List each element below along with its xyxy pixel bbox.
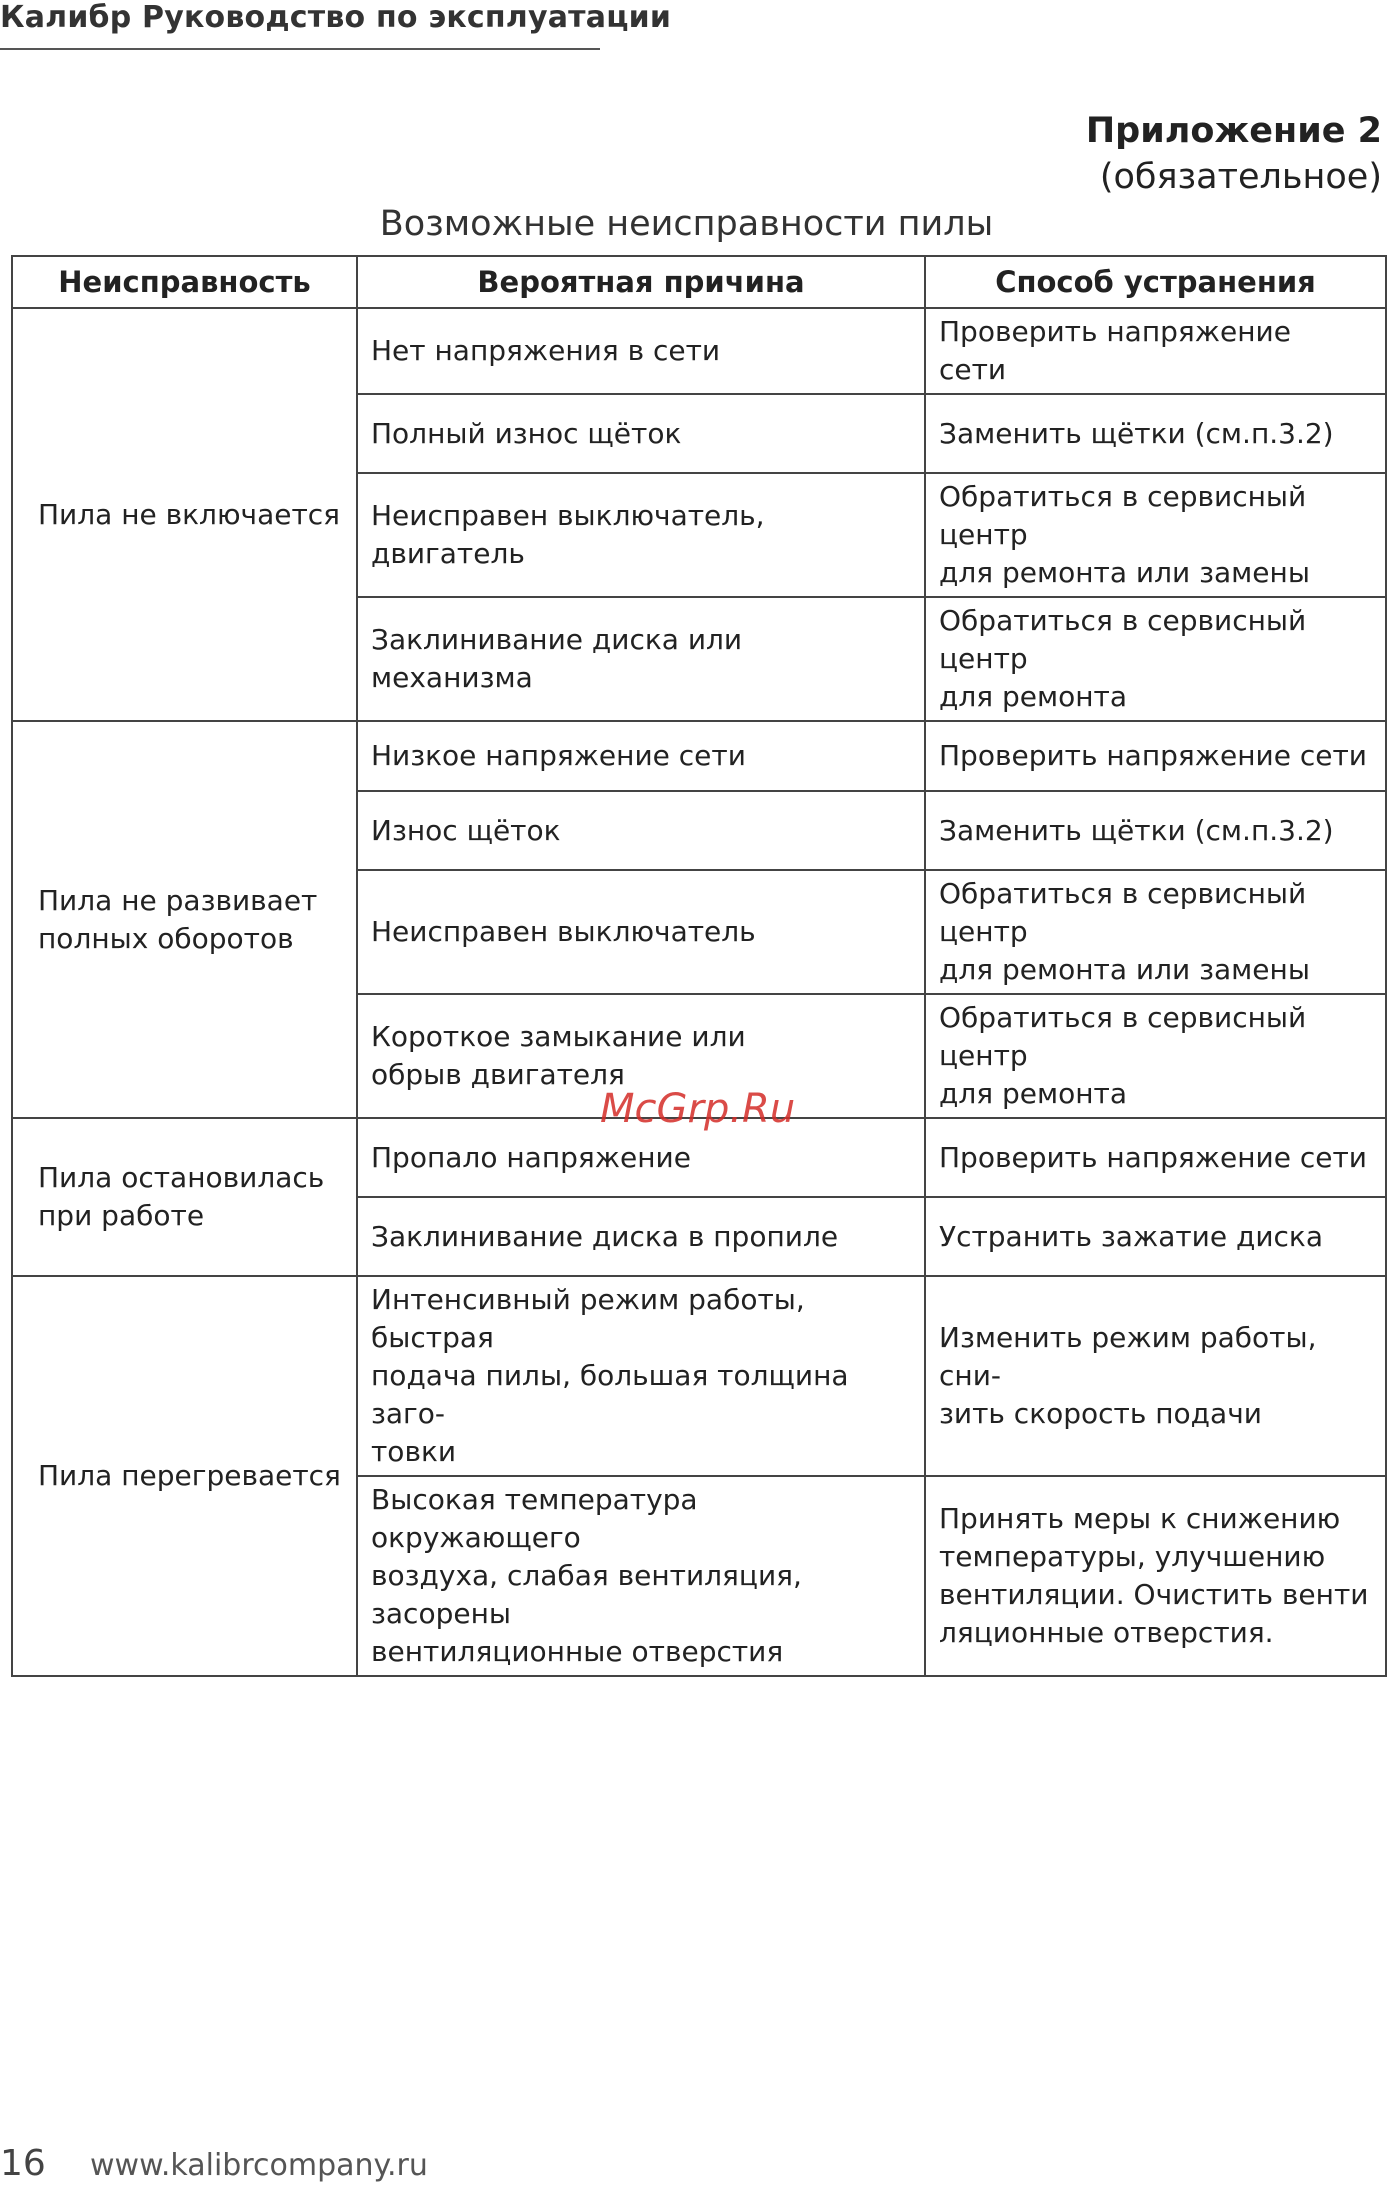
footer-url: www.kalibrcompany.ru	[90, 2148, 428, 2183]
appendix-number: Приложение 2	[1085, 111, 1382, 151]
remedy-cell: Принять меры к снижению температуры, улучшению вентиляции. Очистить венти ляционные отверстия.	[925, 1476, 1386, 1676]
fault-cell: Пила остановилась при работе	[12, 1118, 357, 1276]
page-footer	[0, 2143, 428, 2184]
table-title-wrap	[0, 204, 1395, 244]
watermark: McGrp.Ru	[600, 1086, 796, 1132]
cause-cell: Низкое напряжение сети	[357, 721, 925, 791]
cause-cell: Высокая температура окружающего воздуха, слабая вентиляция, засорены вентиляционные отверстия	[357, 1476, 925, 1676]
document-header-title: Калибр Руководство по эксплуатации	[0, 0, 672, 35]
fault-cell: Пила перегревается	[12, 1276, 357, 1676]
faults-table	[11, 255, 1387, 1677]
cause-cell: Износ щёток	[357, 791, 925, 870]
remedy-cell: Изменить режим работы, сни- зить скорость подачи	[925, 1276, 1386, 1476]
fault-cell: Пила не развивает полных оборотов	[12, 721, 357, 1118]
remedy-cell: Заменить щётки (см.п.3.2)	[925, 791, 1386, 870]
remedy-cell: Проверить напряжение сети	[925, 308, 1386, 394]
cause-cell: Заклинивание диска или механизма	[357, 597, 925, 721]
remedy-cell: Проверить напряжение сети	[925, 721, 1386, 791]
cause-cell: Неисправен выключатель, двигатель	[357, 473, 925, 597]
appendix-note: (обязательное)	[1099, 157, 1382, 197]
remedy-cell: Обратиться в сервисный центр для ремонта	[925, 994, 1386, 1118]
cause-cell: Короткое замыкание или обрыв двигателя	[357, 994, 925, 1118]
column-header-fault: Неисправность	[12, 256, 357, 308]
table-row	[12, 308, 1386, 394]
fault-cell: Пила не включается	[12, 308, 357, 721]
appendix-block	[1086, 108, 1382, 200]
table-header-row	[12, 256, 1386, 308]
remedy-cell: Устранить зажатие диска	[925, 1197, 1386, 1276]
cause-cell: Пропало напряжение	[357, 1118, 925, 1197]
cause-cell: Интенсивный режим работы, быстрая подача пилы, большая толщина заго- товки	[357, 1276, 925, 1476]
column-header-remedy: Способ устранения	[925, 256, 1386, 308]
table-body	[12, 308, 1386, 1676]
remedy-cell: Проверить напряжение сети	[925, 1118, 1386, 1197]
cause-cell: Заклинивание диска в пропиле	[357, 1197, 925, 1276]
remedy-cell: Заменить щётки (см.п.3.2)	[925, 394, 1386, 473]
remedy-cell: Обратиться в сервисный центр для ремонта	[925, 597, 1386, 721]
cause-cell: Неисправен выключатель	[357, 870, 925, 994]
table-row	[12, 1276, 1386, 1476]
remedy-cell: Обратиться в сервисный центр для ремонта или замены	[925, 473, 1386, 597]
table-title: Возможные неисправности пилы	[379, 204, 994, 244]
table-row	[12, 721, 1386, 791]
cause-cell: Нет напряжения в сети	[357, 308, 925, 394]
column-header-cause: Вероятная причина	[357, 256, 925, 308]
cause-cell: Полный износ щёток	[357, 394, 925, 473]
remedy-cell: Обратиться в сервисный центр для ремонта или замены	[925, 870, 1386, 994]
page-number: 16	[0, 2143, 46, 2184]
header-divider	[0, 48, 600, 50]
